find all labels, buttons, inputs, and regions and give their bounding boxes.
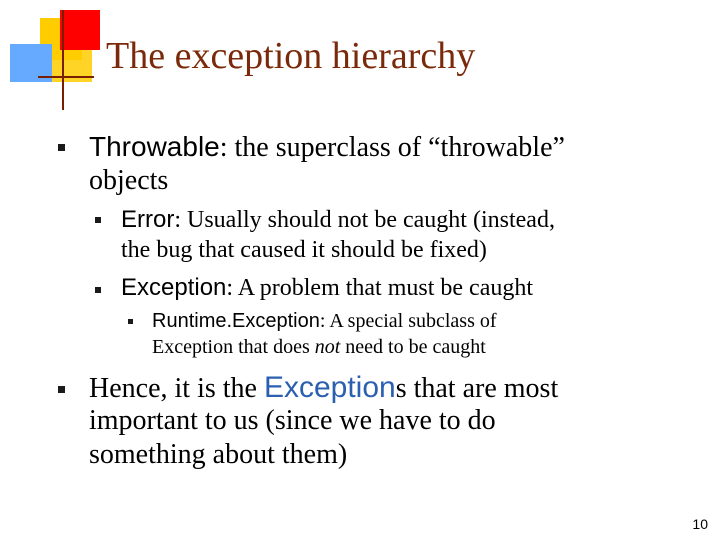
bullet-exception-line: Exception: A problem that must be caught [121, 274, 534, 301]
slide-title: The exception hierarchy [106, 35, 476, 77]
bullet-hence-line2: important to us (since we have to do [89, 405, 496, 436]
bullet-throwable-line1: Throwable: the superclass of “throwable” [89, 131, 565, 163]
code-exception-highlight: Exception [263, 371, 396, 404]
bullet-throwable-line2: objects [89, 165, 169, 196]
corner-decoration-horizontal-line [38, 76, 94, 78]
bullet-error-line1: Error: Usually should not be caught (instead, [121, 206, 555, 233]
page-number: 10 [692, 516, 708, 532]
corner-decoration-red [60, 10, 100, 50]
bullet-runtime-line1: Runtime.Exception: A special subclass of [152, 310, 497, 332]
corner-decoration-vertical-line [62, 10, 64, 110]
code-exception: Exception [121, 274, 227, 301]
code-error: Error [121, 206, 175, 233]
sub-bullet-marker [95, 217, 101, 223]
bullet-marker [58, 144, 65, 151]
bullet-error-line2: the bug that caused it should be fixed) [121, 237, 487, 263]
code-runtime-exception: Runtime.Exception [152, 310, 320, 332]
bullet-hence-line3: something about them) [89, 439, 348, 470]
sub-bullet-marker [95, 287, 101, 293]
sub-sub-bullet-marker [128, 319, 133, 324]
bullet-runtime-line2: Exception that does not need to be caught [152, 336, 486, 358]
bullet-hence-line1: Hence, it is the Exceptions that are most [89, 371, 559, 404]
code-throwable: Throwable [89, 131, 220, 162]
bullet-marker [58, 386, 65, 393]
